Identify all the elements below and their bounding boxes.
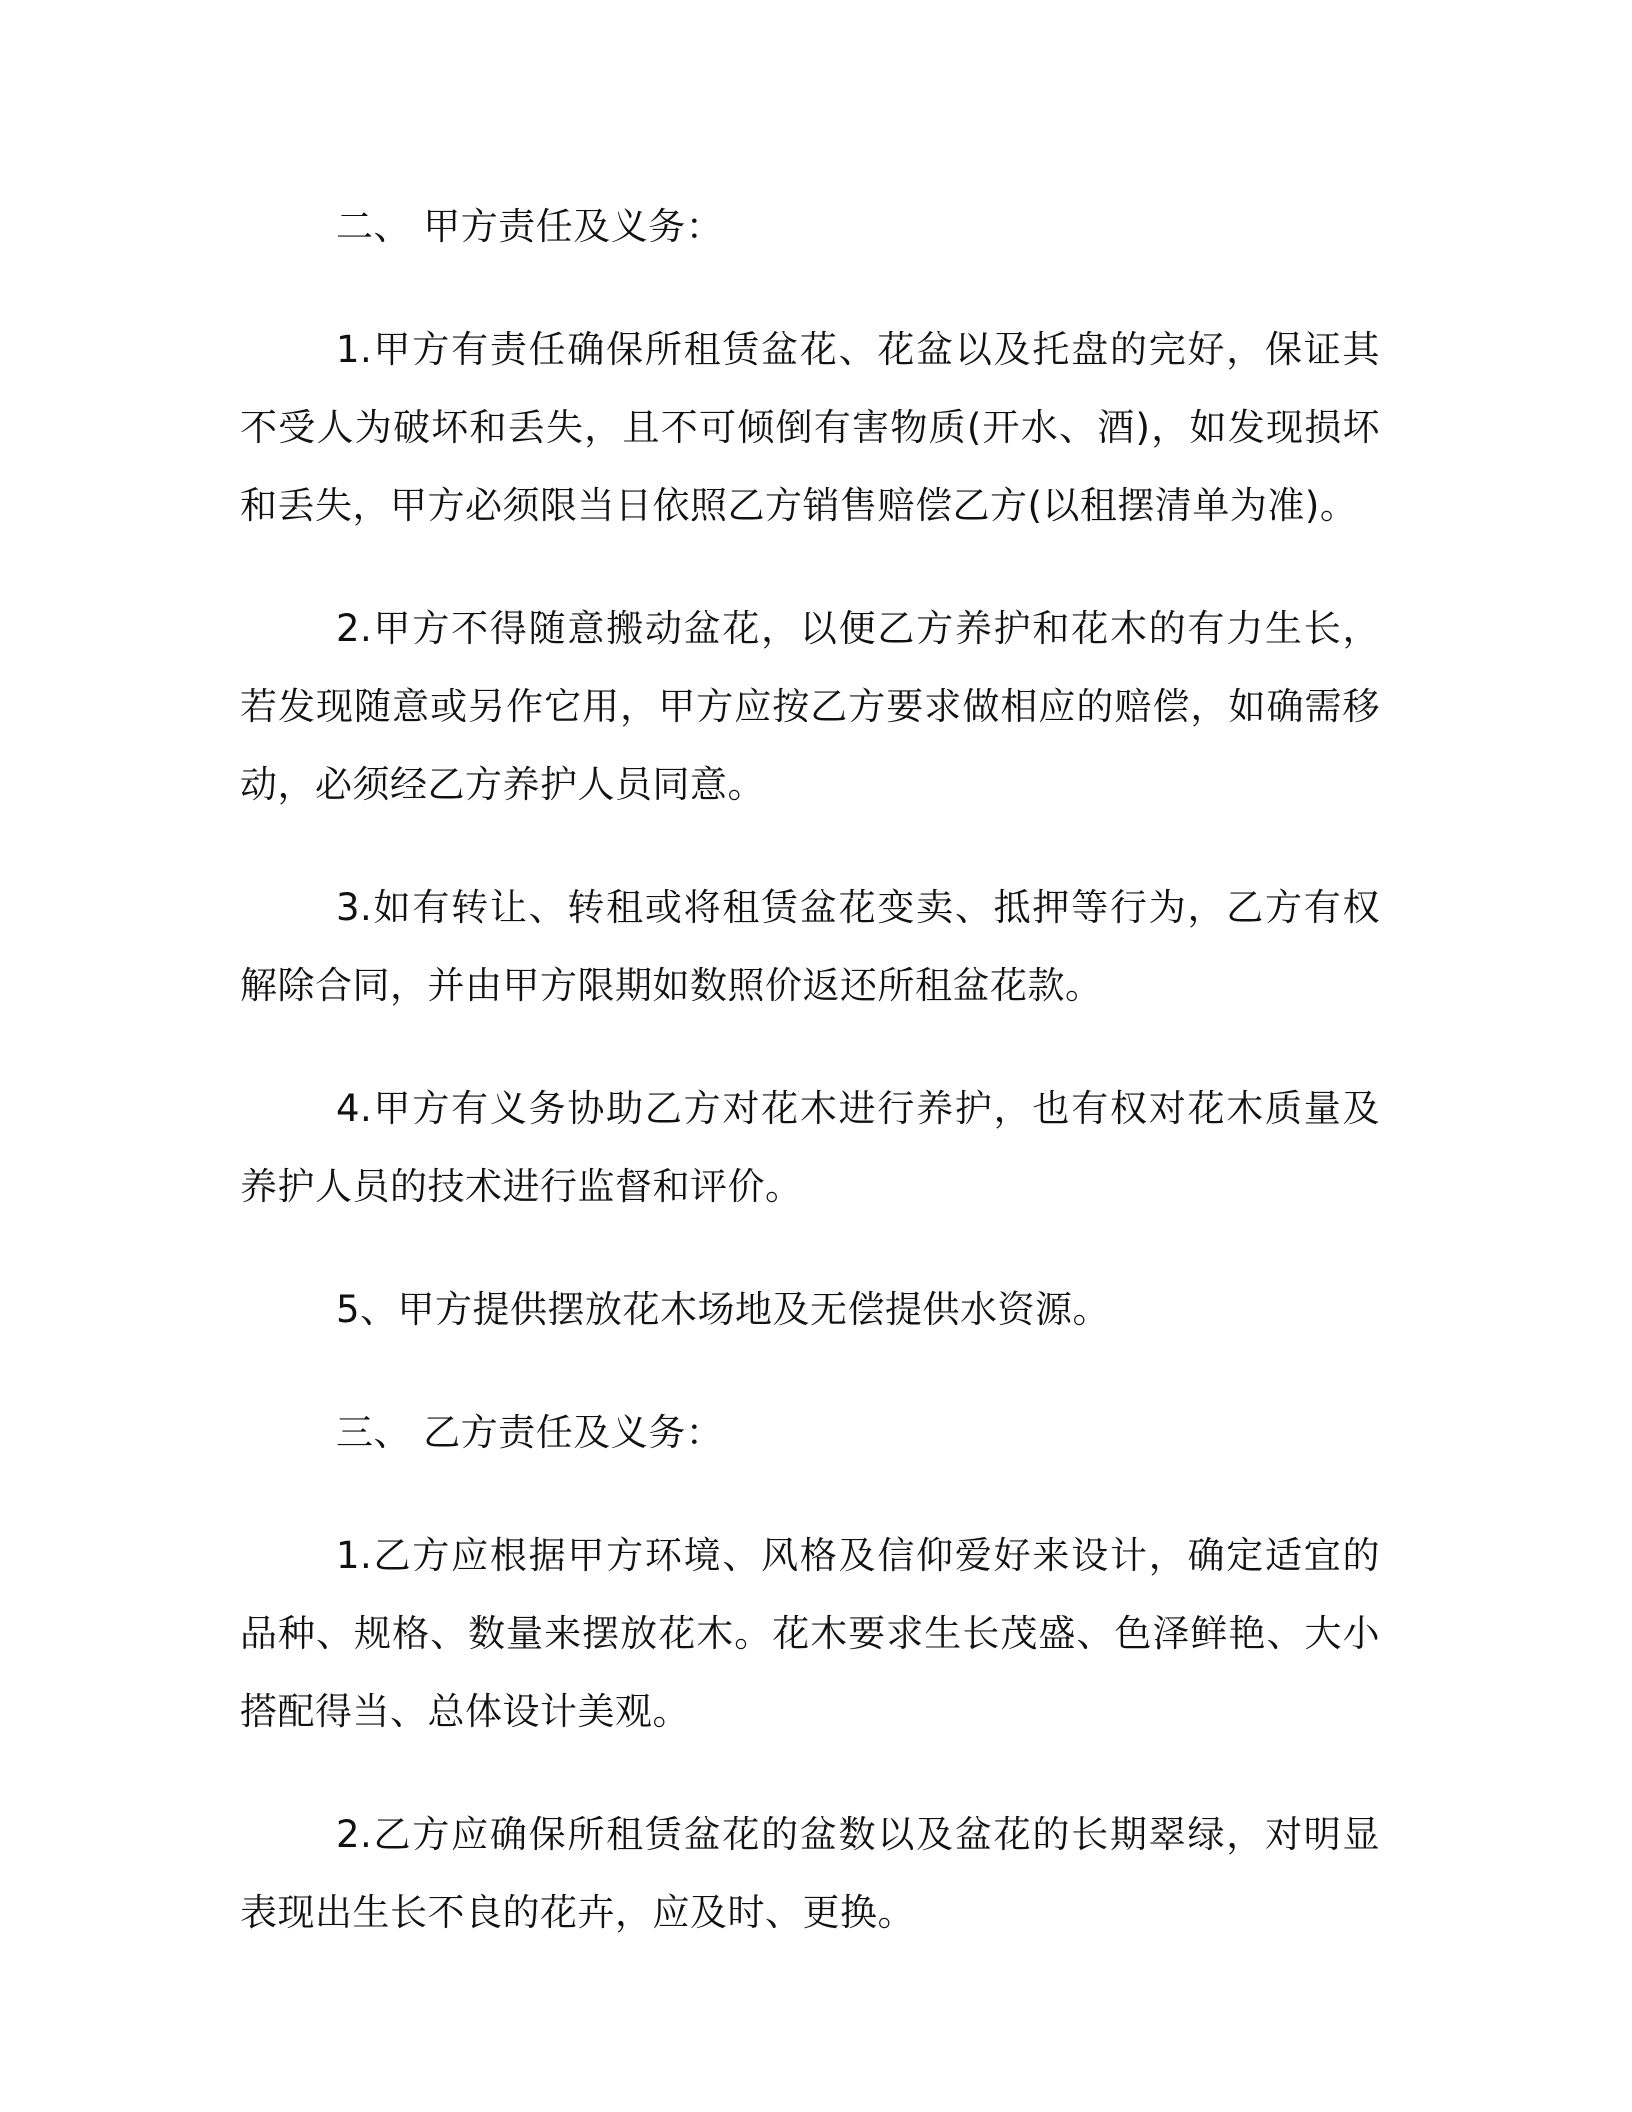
clause-a-1: 1.甲方有责任确保所租赁盆花、花盆以及托盘的完好，保证其不受人为破坏和丢失，且不可倾倒有害物质(开水、酒)，如发现损坏和丢失，甲方必须限当日依照乙方销售赔偿乙方(以租摆清单为准)。 [240, 328, 1380, 527]
section-heading-party-a: 二、 甲方责任及义务： [336, 205, 724, 248]
clause-b-2: 2.乙方应确保所租赁盆花的盆数以及盆花的长期翠绿，对明显表现出生长不良的花卉，应及时、更换。 [240, 1813, 1380, 1934]
clause-a-2: 2.甲方不得随意搬动盆花，以便乙方养护和花木的有力生长，若发现随意或另作它用，甲方应按乙方要求做相应的赔偿，如确需移动，必须经乙方养护人员同意。 [240, 607, 1380, 806]
section-heading-party-b: 三、 乙方责任及义务： [336, 1411, 724, 1454]
clause-b-1: 1.乙方应根据甲方环境、风格及信仰爱好来设计，确定适宜的品种、规格、数量来摆放花木。花木要求生长茂盛、色泽鲜艳、大小搭配得当、总体设计美观。 [240, 1534, 1380, 1733]
clause-a-4: 4.甲方有义务协助乙方对花木进行养护，也有权对花木质量及养护人员的技术进行监督和评价。 [240, 1087, 1380, 1208]
document-body [240, 188, 1380, 1997]
clause-a-5: 5、甲方提供摆放花木场地及无偿提供水资源。 [336, 1288, 1111, 1331]
clause-a-3: 3.如有转让、转租或将租赁盆花变卖、抵押等行为，乙方有权解除合同，并由甲方限期如数照价返还所租盆花款。 [240, 886, 1380, 1007]
